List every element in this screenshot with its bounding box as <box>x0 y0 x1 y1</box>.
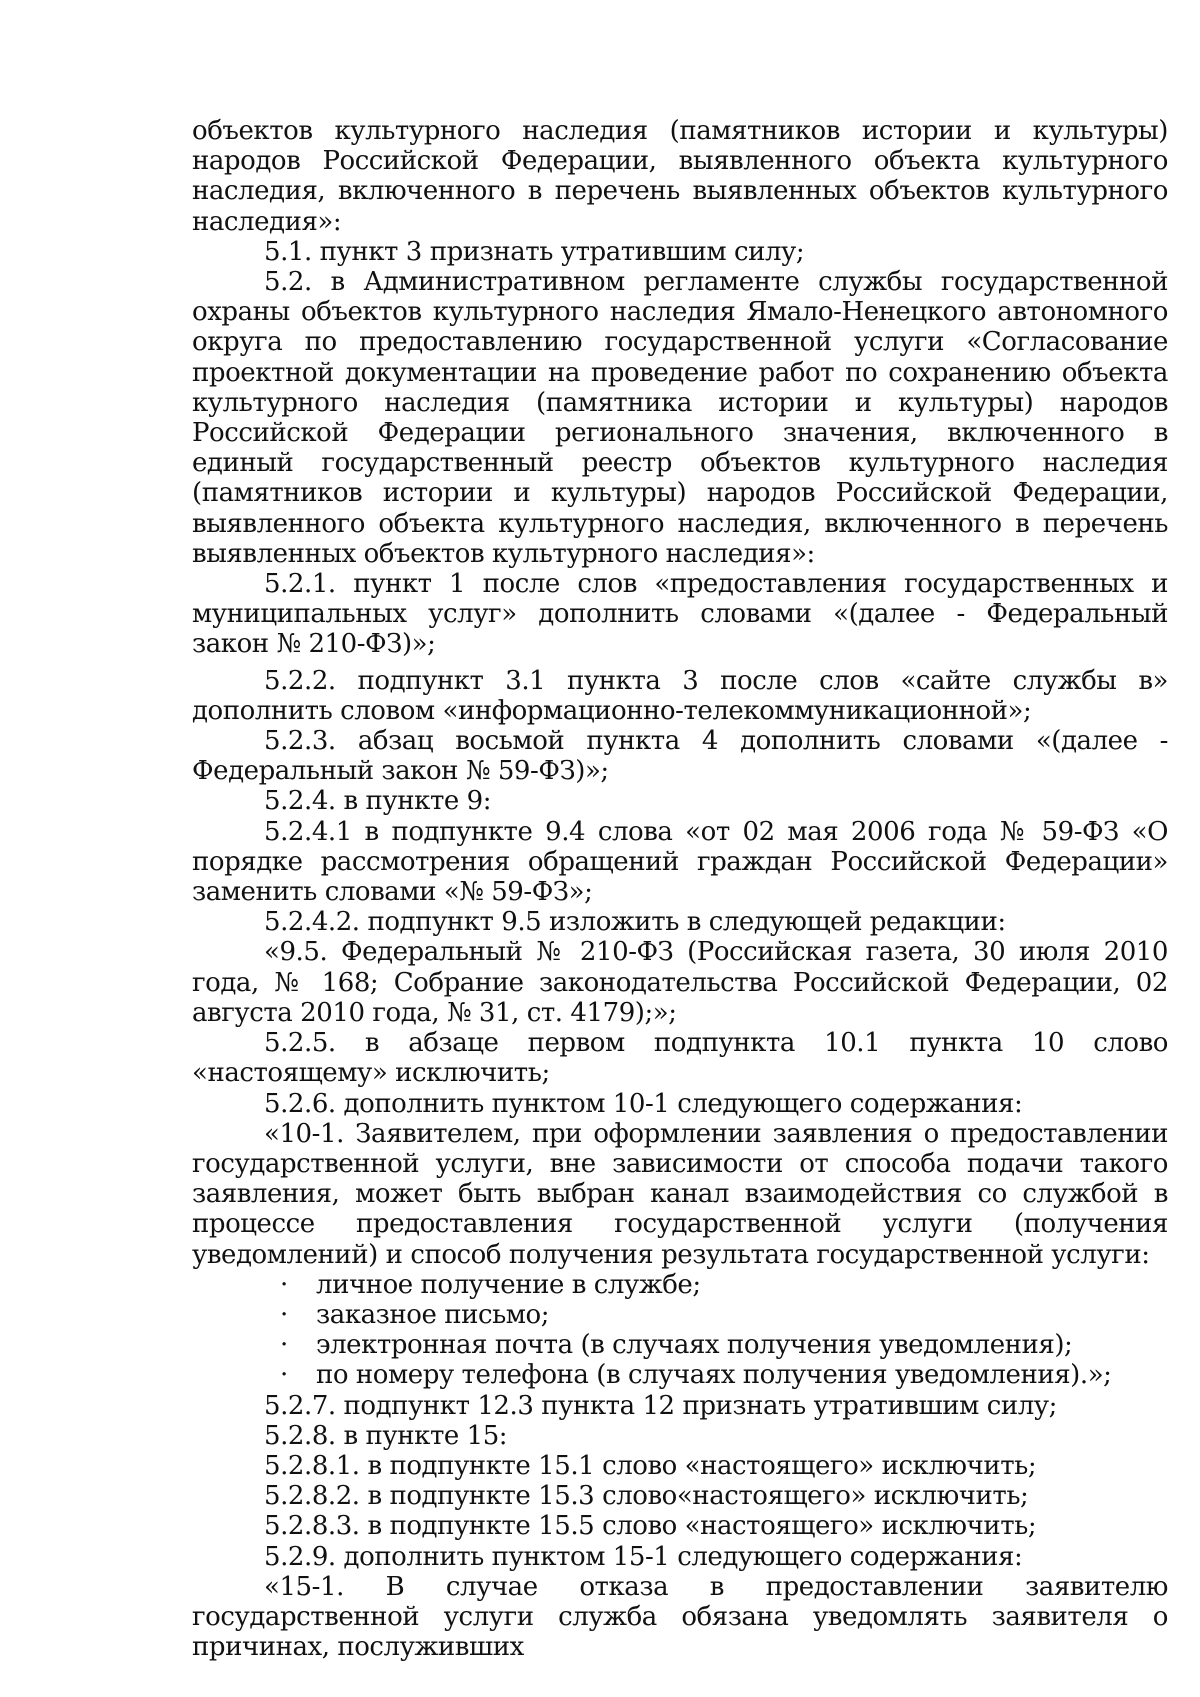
paragraph-5-2-5: 5.2.5. в абзаце первом подпункта 10.1 пункта 10 слово «настоящему» исключить; <box>192 1028 1168 1089</box>
list-item-text: электронная почта (в случаях получения уведомления); <box>316 1330 1073 1361</box>
paragraph-5-2-3: 5.2.3. абзац восьмой пункта 4 дополнить словами «(далее - Федеральный закон № 59-ФЗ)»; <box>192 726 1168 787</box>
paragraph-5-2-4-1: 5.2.4.1 в подпункте 9.4 слова «от 02 мая 2006 года № 59-ФЗ «О порядке рассмотрения обращений граждан Российской Федерации» заменить словами «№ 59-ФЗ»; <box>192 816 1168 908</box>
document-page <box>192 116 1168 1662</box>
bullet-dot: · <box>280 1269 288 1300</box>
list-item-text: заказное письмо; <box>316 1299 550 1330</box>
paragraph-10-1-quote: «10-1. Заявителем, при оформлении заявления о предоставлении государственной услуги, вне зависимости от способа подачи такого заявления, может быть выбран канал взаимодействия со службой в процессе предоставления государственной услуги (получения уведомлений) и способ получения результата государственной услуги: <box>192 1118 1168 1270</box>
paragraph-5-2-9: 5.2.9. дополнить пунктом 15-1 следующего содержания: <box>264 1541 1023 1572</box>
list-item <box>192 1270 1168 1300</box>
bullet-dot: · <box>280 1299 288 1330</box>
delivery-method-list <box>192 1270 1168 1391</box>
bullet-dot: · <box>280 1360 288 1391</box>
list-item <box>192 1300 1168 1330</box>
paragraph-5-2-4-2: 5.2.4.2. подпункт 9.5 изложить в следующей редакции: <box>264 907 1006 938</box>
paragraph-continuation: объектов культурного наследия (памятников истории и культуры) народов Российской Федерации, выявленного объекта культурного наследия, включенного в перечень выявленных объектов культурного наследия»: <box>192 116 1168 237</box>
list-item-text: личное получение в службе; <box>316 1269 701 1300</box>
list-item-text: по номеру телефона (в случаях получения уведомления).»; <box>316 1360 1112 1391</box>
paragraph-5-2-6: 5.2.6. дополнить пунктом 10-1 следующего содержания: <box>264 1088 1023 1119</box>
paragraph-5-2: 5.2. в Административном регламенте службы государственной охраны объектов культурного наследия Ямало-Ненецкого автономного округа по предоставлению государственной услуги «Согласование проектной документации на проведение работ по сохранению объекта культурного наследия (памятника истории и культуры) народов Российской Федерации регионального значения, включенного в единый государственный реестр объектов культурного наследия (памятников истории и культуры) народов Российской Федерации, выявленного объекта культурного наследия, включенного в перечень выявленных объектов культурного наследия»: <box>192 267 1168 569</box>
bullet-dot: · <box>280 1330 288 1361</box>
paragraph-5-2-8-2: 5.2.8.2. в подпункте 15.3 слово«настоящего» исключить; <box>264 1481 1029 1512</box>
paragraph-15-1-quote: «15-1. В случае отказа в предоставлении заявителю государственной услуги служба обязана уведомлять заявителя о причинах, послуживших <box>192 1571 1168 1663</box>
paragraph-5-2-1: 5.2.1. пункт 1 после слов «предоставления государственных и муниципальных услуг» дополнить словами «(далее - Федеральный закон № 210-ФЗ)»; <box>192 569 1168 660</box>
paragraph-5-2-8: 5.2.8. в пункте 15: <box>264 1420 508 1451</box>
paragraph-5-2-8-3: 5.2.8.3. в подпункте 15.5 слово «настоящего» исключить; <box>264 1511 1037 1542</box>
paragraph-5-2-4: 5.2.4. в пункте 9: <box>264 786 492 817</box>
paragraph-5-2-2: 5.2.2. подпункт 3.1 пункта 3 после слов «сайте службы в» дополнить словом «информационно-телекоммуникационной»; <box>192 665 1168 726</box>
paragraph-5-2-8-1: 5.2.8.1. в подпункте 15.1 слово «настоящего» исключить; <box>264 1450 1037 1481</box>
list-item <box>192 1360 1168 1390</box>
paragraph-5-1: 5.1. пункт 3 признать утратившим силу; <box>264 236 805 267</box>
paragraph-9-5-quote: «9.5. Федеральный № 210-ФЗ (Российская газета, 30 июля 2010 года, № 168; Собрание законодательства Российской Федерации, 02 августа 2010 года, № 31, ст. 4179);»; <box>192 937 1168 1028</box>
list-item <box>192 1330 1168 1360</box>
paragraph-5-2-7: 5.2.7. подпункт 12.3 пункта 12 признать утратившим силу; <box>264 1390 1057 1421</box>
